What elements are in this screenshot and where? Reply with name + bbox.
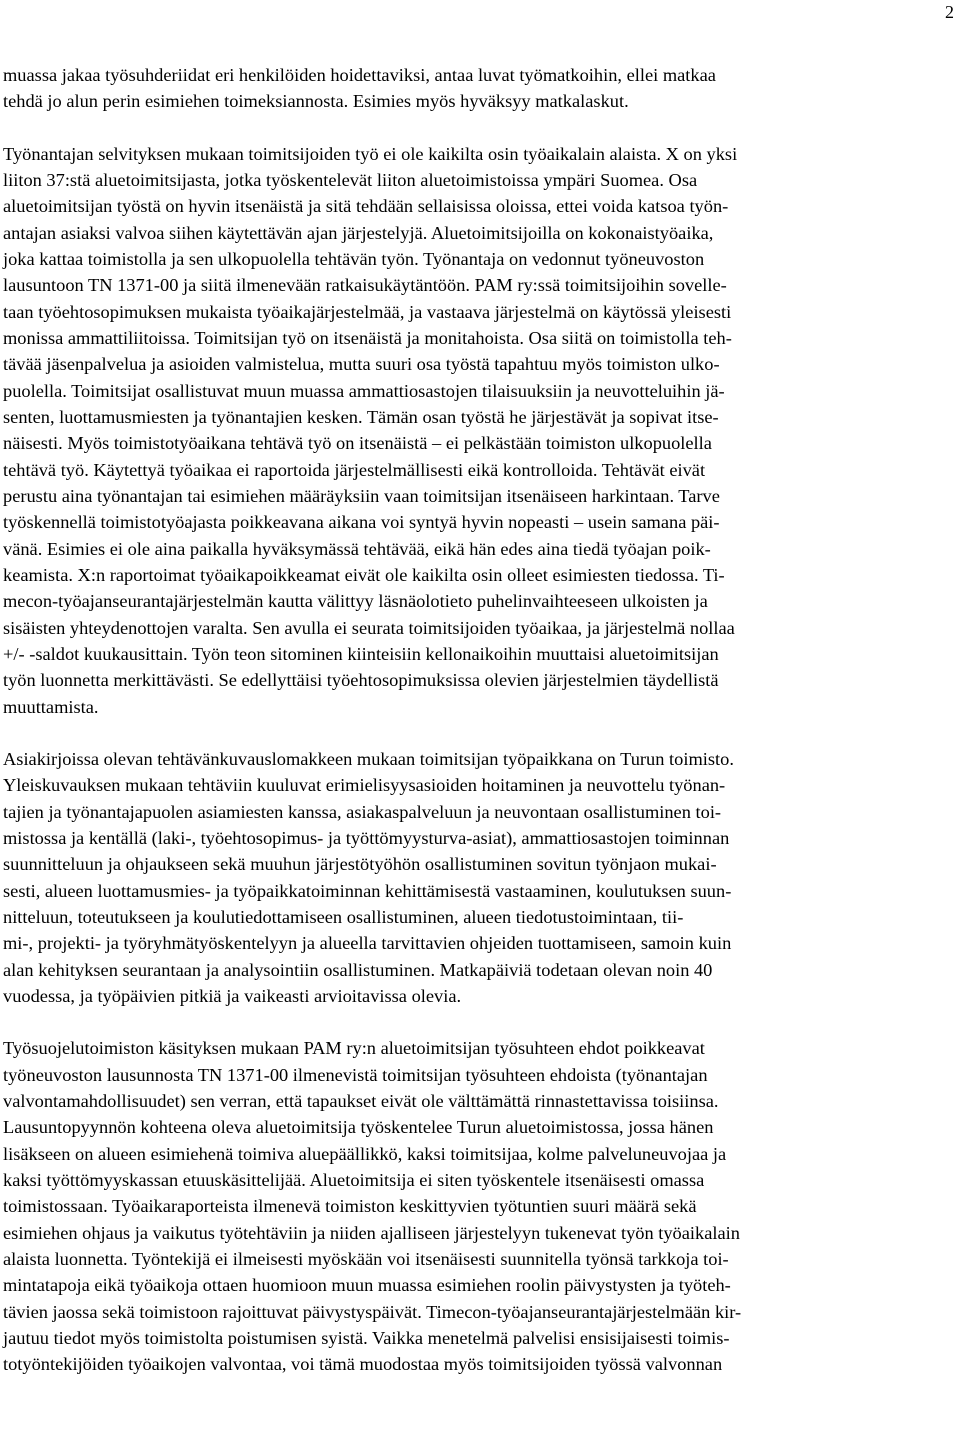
paragraph-line: alan kehityksen seurantaan ja analysointiin osallistuminen. Matkapäiviä todetaan olevan noin 40 (3, 959, 713, 980)
paragraph-line: työn luonnetta merkittävästi. Se edellyttäisi työehtosopimuksissa olevien järjestelmien täydellistä (3, 670, 719, 691)
paragraph-line: tävien jaossa sekä toimistoon rajoittuvat päivystyspäivät. Timecon-työajanseurantajärjestelmään kir- (3, 1301, 742, 1322)
paragraph-line: puolella. Toimitsijat osallistuvat muun muassa ammattiosastojen tilaisuuksiin ja neuvotteluihin jä- (3, 380, 725, 401)
paragraph-line: kaksi työttömyyskassan etuuskäsittelijää. Aluetoimitsija ei siten työskentele itsenäisesti omassa (3, 1169, 705, 1190)
paragraph-line: työskennellä toimistotyöajasta poikkeavana aikana voi syntyä hyvin nopeasti – usein samana päi- (3, 512, 720, 533)
paragraph-line: tehdä jo alun perin esimiehen toimeksiannosta. Esimies myös hyväksyy matkalaskut. (3, 91, 629, 112)
paragraph-line: sisäisten yhteydenottojen varalta. Sen avulla ei seurata toimitsijoiden työaikaa, ja järjestelmä nollaa (3, 617, 735, 638)
paragraph-line: mecon-työajanseurantajärjestelmän kautta välittyy läsnäolotieto puhelinvaihteeseen ulkoisten ja (3, 591, 708, 612)
paragraph-line: työneuvoston lausunnosta TN 1371-00 ilmenevistä toimitsijan työsuhteen ehdoista (työnantajan (3, 1064, 708, 1085)
paragraph-line: lisäkseen on alueen esimiehenä toimiva aluepäällikkö, kaksi toimitsijaa, kolme palveluneuvojaa ja (3, 1143, 727, 1164)
paragraph-line: nitteluun, toteutukseen ja koulutiedottamiseen osallistuminen, alueen tiedotustoimintaan, tii- (3, 906, 684, 927)
paragraph-line: Lausuntopyynnön kohteena oleva aluetoimitsija työskentelee Turun aluetoimistossa, jossa hänen (3, 1117, 714, 1138)
paragraph-line: lausuntoon TN 1371-00 ja siitä ilmenevään ratkaisukäytäntöön. PAM ry:ssä toimitsijoihin sovelle- (3, 275, 727, 296)
paragraph-line: mistossa ja kentällä (laki-, työehtosopimus- ja työttömyysturva-asiat), ammattiosastojen toiminnan (3, 827, 730, 848)
paragraph-line: senten, luottamusmiesten ja työnantajien kesken. Tämän osan työstä he järjestävät ja sopivat itse- (3, 406, 719, 427)
paragraph-line: muuttamista. (3, 696, 99, 717)
paragraph-line: vuodessa, ja työpäivien pitkiä ja vaikeasti arvioitavissa olevia. (3, 985, 462, 1006)
paragraph-line: Työnantajan selvityksen mukaan toimitsijoiden työ ei ole kaikilta osin työaikalain alaista. X on yksi (3, 143, 738, 164)
paragraph-line: sesti, alueen luottamusmies- ja työpaikkatoiminnan kehittämisestä vastaaminen, koulutuksen suun- (3, 880, 732, 901)
paragraph-line: tävää jäsenpalvelua ja asioiden valmistelua, mutta suuri osa työstä tapahtuu myös toimiston ulko- (3, 354, 720, 375)
paragraph-line: toimistossaan. Työaikaraporteista ilmenevä toimiston keskittyvien työtuntien suuri määrä sekä (3, 1196, 697, 1217)
paragraph-line: mintatapoja eikä työaikoja ottaen huomioon muun muassa esimiehen roolin päivystysten ja työteh- (3, 1275, 731, 1296)
paragraph-line: Työsuojelutoimiston käsityksen mukaan PAM ry:n aluetoimitsijan työsuhteen ehdot poikkeavat (3, 1038, 705, 1059)
paragraph-line: tajien ja työnantajapuolen asiamiesten kanssa, asiakaspalveluun ja neuvontaan osallistuminen toi- (3, 801, 722, 822)
paragraph-line: perustu aina työnantajan tai esimiehen määräyksiin vaan toimitsijan itsenäiseen harkintaan. Tarve (3, 485, 720, 506)
paragraph-line: Asiakirjoissa olevan tehtävänkuvauslomakkeen mukaan toimitsijan työpaikkana on Turun toimisto. (3, 748, 734, 769)
paragraph-line: jautuu tiedot myös toimistolta poistumisen syistä. Vaikka menetelmä palvelisi ensisijaisesti toimis- (3, 1327, 730, 1348)
paragraph-line: alaista luonnetta. Työntekijä ei ilmeisesti myöskään voi itsenäisesti suunnitella työnsä tarkkoja toi- (3, 1248, 729, 1269)
paragraph-line: tehtävä työ. Käytettyä työaikaa ei raportoida järjestelmällisesti eikä kontrolloida. Tehtävät eivät (3, 459, 706, 480)
paragraph-line: Yleiskuvauksen mukaan tehtäviin kuuluvat erimielisyysasioiden hoitaminen ja neuvottelu työnan- (3, 775, 726, 796)
paragraph-line: keamista. X:n raportoimat työaikapoikkeamat eivät ole kaikilta osin olleet esimiesten tiedossa. Ti- (3, 564, 725, 585)
paragraph-line: muassa jakaa työsuhderiidat eri henkilöiden hoidettaviksi, antaa luvat työmatkoihin, ellei matkaa (3, 65, 716, 85)
paragraph-line: suunnitteluun ja ohjaukseen sekä muuhun järjestötyöhön osallistuminen sovitun työnjaon mukai- (3, 854, 717, 875)
paragraph-line: esimiehen ohjaus ja vaikutus työtehtäviin ja niiden ajalliseen järjestelyyn tukenevat työn työaikalain (3, 1222, 740, 1243)
paragraph-line: näisesti. Myös toimistotyöaikana tehtävä työ on itsenäistä – ei pelkästään toimiston ulkopuolella (3, 433, 712, 454)
paragraph-line: antajan asiaksi valvoa siihen käytettävän ajan järjestelyjä. Aluetoimitsijoilla on kokonaistyöaika, (3, 222, 714, 243)
paragraph-line: joka kattaa toimistolla ja sen ulkopuolella tehtävän työn. Työnantaja on vedonnut työneuvoston (3, 248, 705, 269)
paragraph-line: totyöntekijöiden työaikojen valvontaa, voi tämä muodostaa myös toimitsijoiden työssä valvonnan (3, 1354, 723, 1375)
paragraph-line: valvontamahdollisuudet) sen verran, että tapaukset eivät ole välttämättä rinnastettavissa toisiinsa. (3, 1090, 719, 1111)
paragraph-line: mi-, projekti- ja työryhmätyöskentelyyn ja alueella tarvittavien ohjeiden tuottamiseen, samoin kuin (3, 933, 732, 954)
paragraph-line: monissa ammattiliitoissa. Toimitsijan työ on itsenäistä ja monitahoista. Osa siitä on toimistolla teh- (3, 327, 732, 348)
paragraph-line: vänä. Esimies ei ole aina paikalla hyväksymässä tehtävää, eikä hän edes aina tiedä työajan poik- (3, 538, 711, 559)
paragraph-line: aluetoimitsijan työstä on hyvin itsenäistä ja sitä tehdään sellaisissa oloissa, ettei voida katsoa työn- (3, 196, 729, 217)
paragraph-line: +/- -saldot kuukausittain. Työn teon sitominen kiinteisiin kellonaikoihin muuttaisi aluetoimitsijan (3, 643, 719, 664)
page-number: 2 (945, 2, 954, 22)
paragraph-line: liiton 37:stä aluetoimitsijasta, jotka työskentelevät liiton aluetoimistoissa ympäri Suomea. Osa (3, 169, 698, 190)
paragraph-line: taan työehtosopimuksen mukaista työaikajärjestelmää, ja vastaava järjestelmä on käytössä yleisesti (3, 301, 732, 322)
